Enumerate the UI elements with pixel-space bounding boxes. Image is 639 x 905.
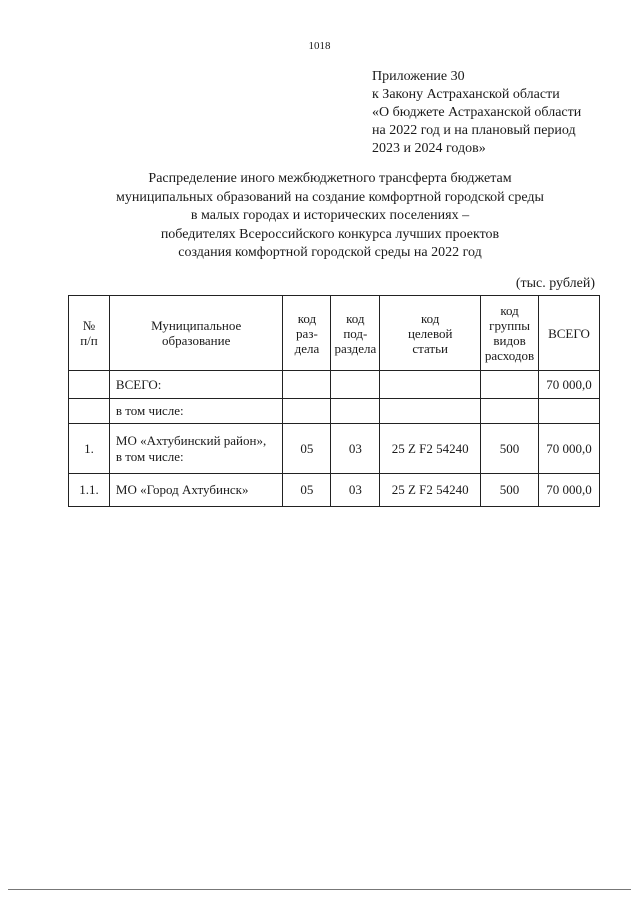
cell-exp-group: 500 — [481, 424, 539, 474]
cell-section: 05 — [283, 424, 331, 474]
cell-target — [380, 399, 481, 424]
cell-num: 1. — [69, 424, 110, 474]
appendix-line: на 2022 год и на плановый период — [372, 123, 576, 138]
cell-section — [283, 399, 331, 424]
cell-num — [69, 371, 110, 399]
cell-subsection — [331, 399, 380, 424]
cell-total: 70 000,0 — [539, 424, 600, 474]
title-line: победителях Всероссийского конкурса лучших проектов — [160, 226, 500, 242]
title-line: Распределение иного межбюджетного трансферта бюджетам — [148, 171, 512, 186]
cell-target — [380, 371, 481, 399]
cell-num: 1.1. — [69, 474, 110, 507]
title-line: в малых городах и исторических поселениях – — [190, 208, 470, 223]
appendix-line: «О бюджете Астраханской области — [372, 105, 582, 120]
appendix-block — [372, 68, 632, 158]
cell-subsection — [331, 371, 380, 399]
cell-subsection: 03 — [331, 474, 380, 507]
page-number: 1018 — [308, 40, 331, 52]
cell-num — [69, 399, 110, 424]
cell-exp-group — [481, 371, 539, 399]
table-row — [69, 371, 600, 399]
header-num: № п/п — [69, 296, 110, 371]
units-label: (тыс. рублей) — [515, 276, 595, 291]
appendix-line: Приложение 30 — [372, 69, 465, 84]
cell-target: 25 Z F2 54240 — [380, 424, 481, 474]
cell-name: МО «Ахтубинский район», в том числе: — [109, 424, 283, 474]
appendix-line: к Закону Астраханской области — [372, 87, 560, 102]
cell-subsection: 03 — [331, 424, 380, 474]
cell-total — [539, 399, 600, 424]
cell-exp-group: 500 — [481, 474, 539, 507]
cell-total: 70 000,0 — [539, 371, 600, 399]
document-title — [60, 170, 600, 263]
table-header-row — [69, 296, 600, 371]
cell-name: в том числе: — [109, 399, 283, 424]
table-row — [69, 424, 600, 474]
cell-exp-group — [481, 399, 539, 424]
appendix-line: 2023 и 2024 годов» — [372, 141, 486, 156]
header-exp-group: код группы видов расходов — [481, 296, 539, 371]
cell-section — [283, 371, 331, 399]
title-line: муниципальных образований на создание комфортной городской среды — [116, 189, 544, 205]
header-subsection: код под- раздела — [331, 296, 380, 371]
distribution-table — [68, 295, 600, 507]
table-row — [69, 474, 600, 507]
cell-target: 25 Z F2 54240 — [380, 474, 481, 507]
cell-total: 70 000,0 — [539, 474, 600, 507]
header-name: Муниципальное образование — [109, 296, 283, 371]
table-row — [69, 399, 600, 424]
cell-name: МО «Город Ахтубинск» — [109, 474, 283, 507]
cell-section: 05 — [283, 474, 331, 507]
cell-name: ВСЕГО: — [109, 371, 283, 399]
bottom-scan-line — [8, 889, 631, 890]
header-total: ВСЕГО — [539, 296, 600, 371]
header-section: код раз- дела — [283, 296, 331, 371]
header-target: код целевой статьи — [380, 296, 481, 371]
title-line: создания комфортной городской среды на 2022 год — [178, 245, 482, 260]
